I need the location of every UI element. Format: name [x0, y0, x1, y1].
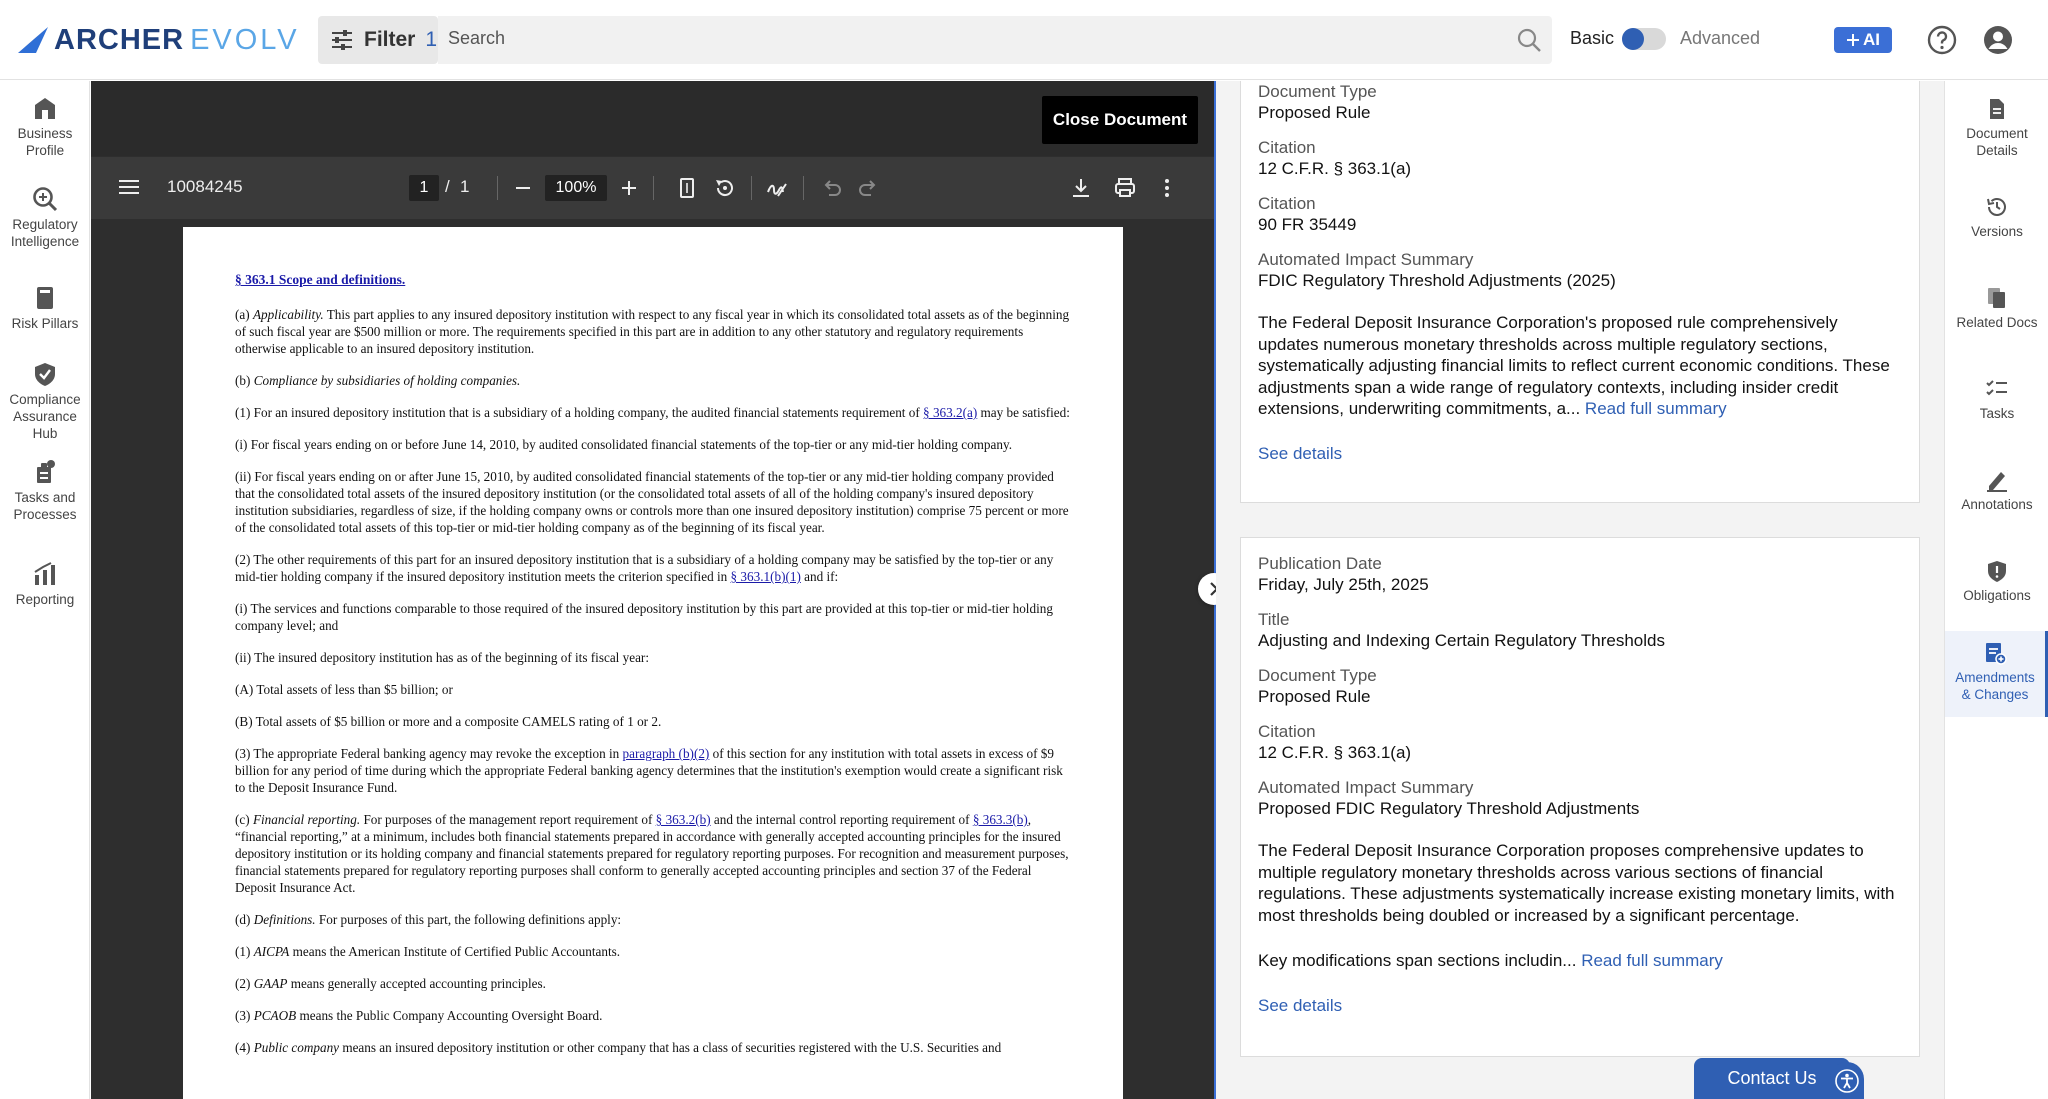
citation-value: 12 C.F.R. § 363.1(a) [1258, 743, 1412, 762]
toolbar-divider [497, 176, 498, 200]
search-input[interactable] [448, 28, 1488, 49]
mode-advanced-label: Advanced [1680, 28, 1761, 48]
nav-label-line1: Regulatory [12, 217, 78, 232]
amendment-card [1240, 81, 1920, 503]
see-details-link[interactable]: See details [1258, 443, 1343, 463]
citation-label: Citation [1258, 138, 1316, 157]
pencil-icon [1985, 468, 2009, 492]
fit-page-icon[interactable] [675, 176, 699, 200]
nav-item-business-profile[interactable] [0, 95, 90, 159]
nav-label-line2: Assurance [13, 409, 77, 424]
filter-button[interactable] [318, 16, 438, 64]
nav-label-line1: Risk Pillars [11, 316, 79, 331]
amendment-card [1240, 537, 1920, 1057]
citation-value: 90 FR 35449 [1258, 215, 1357, 234]
ai-label: AI [1863, 30, 1880, 49]
citation-link[interactable]: § 363.2(a) [923, 405, 978, 420]
publication-date-label: Publication Date [1258, 554, 1382, 573]
details-panel [1216, 81, 1944, 1099]
rail-item-amendments-changes[interactable] [1945, 631, 2048, 717]
mode-basic-label: Basic [1570, 28, 1615, 48]
definition-3: (3) PCAOB means the Public Company Accounting Oversight Board. [235, 1008, 603, 1023]
summary-text: The Federal Deposit Insurance Corporation's proposed rule comprehensively updates numerous monetary thresholds across multiple regulatory sections, systematically adjusting financial limits to reflect current economic conditions. These adjustments span a wide range of regulatory contexts, including insider credit extensions, underwriting commitments, a... Read full summary [1258, 313, 1890, 418]
archer-logo-icon [18, 27, 48, 53]
nav-label-line1: Reporting [15, 592, 75, 607]
summary-title: Proposed FDIC Regulatory Threshold Adjustments [1258, 799, 1640, 818]
nav-label-line1: Tasks and [14, 490, 76, 505]
toggle-knob [1622, 28, 1644, 50]
paragraph-b2B: (B) Total assets of $5 billion or more and a composite CAMELS rating of 1 or 2. [235, 714, 662, 729]
rail-label-line1: Related Docs [1956, 315, 2038, 330]
summary-label: Automated Impact Summary [1258, 778, 1474, 797]
search-mode-toggle[interactable] [1622, 28, 1666, 50]
document-canvas[interactable] [91, 219, 1214, 1099]
left-navigation [0, 81, 90, 1099]
download-icon[interactable] [1069, 176, 1093, 200]
paragraph-b2: (2) The other requirements of this part for an insured depository institution that is a subsidiary of a holding company may be satisfied by the top-tier or any mid-tier holding company if the insured depository institution meets the criterion specified in § 363.1(b)(1) and if: [235, 552, 1054, 584]
pdf-toolbar [91, 157, 1214, 219]
rail-item-tasks[interactable] [1945, 377, 2048, 422]
sparkle-plus-icon [1846, 33, 1860, 47]
user-account-icon[interactable] [1982, 24, 2014, 56]
definition-2: (2) GAAP means generally accepted accounting principles. [235, 976, 546, 991]
citation-link[interactable]: § 363.1(b)(1) [730, 569, 801, 584]
nav-label-line3: Hub [32, 426, 58, 441]
citation-value: 12 C.F.R. § 363.1(a) [1258, 159, 1412, 178]
nav-item-compliance-assurance-hub[interactable] [0, 361, 90, 442]
document-icon [1985, 97, 2009, 121]
citation-link[interactable]: paragraph (b)(2) [622, 746, 710, 761]
nav-label-line2: Profile [25, 143, 65, 158]
ai-assistant-button[interactable] [1834, 27, 1892, 53]
paragraph-b2A: (A) Total assets of less than $5 billion; or [235, 682, 453, 697]
doc-type-value: Proposed Rule [1258, 687, 1371, 706]
zoom-in-icon[interactable] [617, 176, 641, 200]
title-value: Adjusting and Indexing Certain Regulatory Thresholds [1258, 631, 1665, 650]
rail-label-line2: Details [1976, 143, 2018, 158]
amendments-icon [1983, 641, 2007, 665]
filter-sliders-icon [330, 29, 354, 51]
rail-label-line1: Amendments [1955, 670, 2035, 685]
paragraph-b2i: (i) The services and functions comparable to those required of the insured depository institution by this part are provided at this top-tier or mid-tier holding company level; and [235, 601, 1053, 633]
history-icon [1985, 195, 2009, 219]
more-options-icon[interactable] [1155, 176, 1179, 200]
definition-1: (1) AICPA means the American Institute of Certified Public Accountants. [235, 944, 621, 959]
title-label: Title [1258, 610, 1290, 629]
read-full-summary-link[interactable]: Read full summary [1584, 399, 1727, 418]
rotate-icon[interactable] [713, 176, 737, 200]
draw-signature-icon[interactable] [765, 176, 789, 200]
compliance-shield-icon [32, 361, 58, 387]
paragraph-c: (c) Financial reporting. For purposes of the management report requirement of § 363.2(b) and the internal control reporting requirement of § 363.3(b), “financial reporting,” at a minimum, includes both financial statements prepared in accordance with generally accepted accounting principles for the insured depository institution or its holding company and financial statements prepared for regulatory reporting purposes. For recognition and measurement purposes, financial statements prepared for regulatory reporting purposes shall conform to generally accepted accounting principles and section 37 of the Federal Deposit Insurance Act. [235, 812, 1069, 895]
rail-label-line1: Tasks [1979, 406, 2015, 421]
rail-item-related-docs[interactable] [1945, 286, 2048, 331]
summary-label: Automated Impact Summary [1258, 250, 1474, 269]
rail-item-document-details[interactable] [1945, 97, 2048, 159]
filter-count: 1 [425, 28, 438, 51]
section-heading[interactable]: § 363.1 Scope and definitions. [235, 272, 406, 287]
right-rail [1944, 81, 2048, 1099]
summary-title: FDIC Regulatory Threshold Adjustments (2025) [1258, 271, 1616, 290]
filter-label: Filter [364, 28, 416, 51]
nav-item-reporting[interactable] [0, 561, 90, 608]
nav-item-risk-pillars[interactable] [0, 285, 90, 332]
citation-label: Citation [1258, 194, 1316, 213]
paragraph-b2ii: (ii) The insured depository institution has as of the beginning of its fiscal year: [235, 650, 649, 665]
document-page [183, 227, 1123, 1099]
toolbar-divider [653, 176, 654, 200]
accessibility-button[interactable] [1830, 1062, 1864, 1099]
print-icon[interactable] [1113, 176, 1137, 200]
menu-icon[interactable] [119, 179, 139, 195]
paragraph-b1: (1) For an insured depository institution that is a subsidiary of a holding company, the audited financial statements requirement of § 363.2(a) may be satisfied: [235, 405, 1070, 420]
nav-label-line1: Business [17, 126, 73, 141]
contact-us-button[interactable]: Contact Us [1694, 1058, 1850, 1099]
nav-label-line2: Processes [13, 507, 77, 522]
rail-label-line2: & Changes [1961, 687, 2029, 702]
doc-type-label: Document Type [1258, 666, 1377, 685]
doc-type-value: Proposed Rule [1258, 103, 1371, 122]
citation-link[interactable]: § 363.3(b) [972, 812, 1028, 827]
publication-date-value: Friday, July 25th, 2025 [1258, 575, 1429, 594]
rail-item-obligations[interactable] [1945, 559, 2048, 604]
doc-type-label: Document Type [1258, 82, 1377, 101]
paragraph-b: (b) Compliance by subsidiaries of holding companies. [235, 373, 521, 388]
nav-item-tasks-and-processes[interactable] [0, 459, 90, 523]
rail-item-versions[interactable] [1945, 195, 2048, 240]
toolbar-divider [751, 176, 752, 200]
paragraph-d: (d) Definitions. For purposes of this part, the following definitions apply: [235, 912, 622, 927]
viewer-header [91, 81, 1214, 156]
rail-label-line1: Obligations [1963, 588, 2031, 603]
citation-link[interactable]: § 363.2(b) [655, 812, 711, 827]
business-icon [32, 95, 58, 121]
tasks-processes-icon [32, 459, 58, 485]
rail-label-line1: Annotations [1961, 497, 2033, 512]
citation-label: Citation [1258, 722, 1316, 741]
paragraph-b1i: (i) For fiscal years ending on or before June 14, 2010, by audited consolidated financial statements of the top-tier or any mid-tier holding company. [235, 437, 1012, 452]
page-number-input[interactable]: 1 [409, 175, 439, 201]
summary-text: The Federal Deposit Insurance Corporation proposes comprehensive updates to multiple regulatory monetary thresholds across various sections of financial regulations. These adjustments systematically increase existing monetary limits, with most thresholds being doubled or increased by a significant percentage. [1258, 841, 1895, 925]
reporting-chart-icon [32, 561, 58, 587]
paragraph-a: (a) Applicability. This part applies to any insured depository institution with respect to any fiscal year in which its consolidated total assets as of the beginning of such fiscal year are $500 million or more. The requirements specified in this part are in addition to any other statutory and regulatory requirements otherwise applicable to an insured depository institution. [235, 307, 1070, 356]
related-docs-icon [1985, 286, 2009, 310]
nav-item-regulatory-intelligence[interactable] [0, 186, 90, 250]
nav-label-line1: Compliance [9, 392, 81, 407]
search-icon[interactable] [1516, 27, 1542, 53]
regulatory-search-icon [32, 186, 58, 212]
definition-4: (4) Public company means an insured depository institution or other company that has a class of securities registered with the U.S. Securities and [235, 1040, 1002, 1055]
total-pages: 1 [460, 177, 470, 196]
rail-label-line1: Versions [1971, 224, 2023, 239]
zoom-out-icon[interactable] [511, 176, 535, 200]
summary-text-continued: Key modifications span sections includin... Read full summary [1258, 951, 1723, 970]
archer-evolv-logo[interactable] [18, 22, 300, 58]
logo-text-secondary: EVOLV [190, 23, 300, 56]
nav-label-line2: Intelligence [10, 234, 80, 249]
risk-pillars-icon [32, 285, 58, 311]
checklist-icon [1985, 377, 2009, 401]
rail-label-line1: Document [1966, 126, 2028, 141]
read-full-summary-link[interactable]: Read full summary [1581, 951, 1723, 970]
rail-item-annotations[interactable] [1945, 468, 2048, 513]
accessibility-icon [1835, 1069, 1859, 1093]
search-bar [438, 16, 1552, 64]
paragraph-b1ii: (ii) For fiscal years ending on or after June 15, 2010, by audited consolidated financial statements of the top-tier or any mid-tier holding company provided that the consolidated total assets of the insured depository institution (or the consolidated total assets of all of the holding company's insured depository institution subsidiaries, regardless of size, if the holding company owns or controls more than one insured depository institution) comprise 75 percent or more of the consolidated total assets of this top-tier or mid-tier holding company as of the beginning of its fiscal year. [235, 469, 1069, 535]
help-icon[interactable] [1926, 24, 1958, 56]
undo-icon[interactable] [819, 176, 843, 200]
top-bar [0, 0, 2048, 80]
document-id: 10084245 [167, 177, 243, 196]
logo-text-primary: ARCHER [54, 23, 185, 56]
see-details-link[interactable]: See details [1258, 995, 1343, 1015]
document-viewer [91, 81, 1214, 1099]
close-document-button[interactable]: Close Document [1042, 96, 1198, 144]
paragraph-b3: (3) The appropriate Federal banking agency may revoke the exception in paragraph (b)(2) of this section for any institution with total assets in excess of $9 billion for any period of time during which the appropriate Federal banking agency determines that the institution's exemption would create a significant risk to the Deposit Insurance Fund. [235, 746, 1063, 795]
redo-icon[interactable] [857, 176, 881, 200]
shield-alert-icon [1985, 559, 2009, 583]
zoom-level[interactable]: 100% [545, 175, 607, 201]
page-separator: / [445, 177, 450, 196]
toolbar-divider [803, 176, 804, 200]
